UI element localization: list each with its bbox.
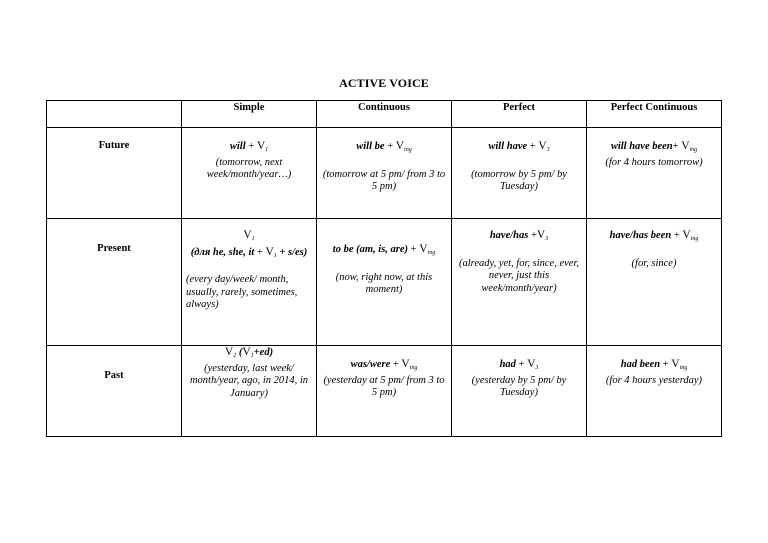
- formula-plus: +: [672, 141, 682, 152]
- cell-present-perfect-continuous: [587, 219, 722, 346]
- page-title: ACTIVE VOICE: [339, 76, 429, 90]
- time-markers: (yesterday, last week/ month/year, ago, in 2014, in January): [189, 362, 309, 399]
- row-future: [47, 128, 722, 219]
- formula-sub: ing: [427, 250, 436, 256]
- rule-close: + s/es): [276, 246, 308, 258]
- formula-aux: had: [499, 359, 516, 370]
- formula-plus: +: [515, 359, 528, 370]
- formula-verb: V: [401, 358, 410, 370]
- formula-plus: +: [384, 141, 396, 152]
- formula-sub-2: 1: [250, 353, 254, 359]
- formula-sub-2: 1: [273, 252, 277, 259]
- time-markers: (for, since): [631, 257, 677, 269]
- cell-past-perfect-continuous: [587, 346, 722, 437]
- formula-plus: +: [528, 230, 537, 241]
- header-perfect: Perfect: [452, 101, 587, 128]
- formula-verb: V: [682, 229, 691, 241]
- formula-verb: V: [256, 140, 266, 152]
- time-markers: (for 4 hours tomorrow): [605, 156, 703, 168]
- time-markers: (tomorrow, next week/month/year…): [206, 156, 292, 180]
- time-markers: (for 4 hours yesterday): [605, 374, 703, 386]
- header-corner: [47, 101, 182, 128]
- rule-open: (: [236, 347, 243, 358]
- row-present: [47, 219, 722, 346]
- time-markers: (tomorrow by 5 pm/ by Tuesday): [471, 168, 567, 192]
- formula-sub: 1: [265, 147, 269, 153]
- formula-sub: 3: [545, 236, 549, 242]
- formula-sub: 1: [251, 236, 255, 242]
- row-label-future: Future: [47, 128, 182, 219]
- formula-sub: ing: [679, 365, 688, 371]
- formula-plus: +: [671, 230, 683, 241]
- formula-aux: will have been: [610, 141, 673, 152]
- cell-future-perfect-continuous: [587, 128, 722, 219]
- formula-sub: ing: [409, 365, 418, 371]
- formula-plus: +: [527, 141, 539, 152]
- formula-aux: to be (am, is, are): [332, 244, 409, 255]
- formula-plus: +: [408, 244, 420, 255]
- cell-future-simple: [182, 128, 317, 219]
- cell-present-simple: [182, 219, 317, 346]
- formula-aux: will be: [356, 141, 385, 152]
- formula-verb-2: V: [265, 245, 274, 258]
- cell-past-simple: [182, 346, 317, 437]
- formula-plus: +: [390, 359, 402, 370]
- time-markers: (yesterday at 5 pm/ from 3 to 5 pm): [323, 374, 445, 398]
- row-past: [47, 346, 722, 437]
- formula-verb: V: [681, 140, 690, 152]
- header-perfect-continuous: Perfect Continuous: [587, 101, 722, 128]
- formula-aux: have/has been: [609, 230, 672, 241]
- formula-aux: was/were: [350, 359, 391, 370]
- formula-verb: V: [419, 243, 428, 255]
- tenses-table: [46, 100, 722, 437]
- formula-aux: have/has: [489, 230, 529, 241]
- formula-verb: V: [527, 358, 536, 370]
- formula-verb: V: [671, 358, 680, 370]
- time-markers: (every day/week/ month, usually, rarely, sometimes, always): [186, 274, 298, 310]
- cell-present-perfect: [452, 219, 587, 346]
- header-continuous: Continuous: [317, 101, 452, 128]
- formula-sub: ing: [690, 236, 699, 242]
- formula-verb: V: [538, 140, 547, 152]
- formula-aux: will: [229, 141, 246, 152]
- time-markers: (already, yet, for, since, ever, never, just this week/month/year): [458, 257, 580, 294]
- cell-present-continuous: [317, 219, 452, 346]
- formula-verb: V: [536, 229, 546, 241]
- time-markers: (tomorrow at 5 pm/ from 3 to 5 pm): [322, 168, 446, 192]
- formula-verb: V: [243, 229, 252, 241]
- rule-open: (для he, she, it: [190, 246, 255, 258]
- row-label-past: Past: [47, 346, 182, 437]
- formula-sub: 2: [233, 353, 237, 359]
- header-row: [47, 101, 722, 128]
- cell-past-perfect: [452, 346, 587, 437]
- formula-sub: ing: [404, 147, 412, 153]
- formula-verb: V: [224, 346, 234, 358]
- header-simple: Simple: [182, 101, 317, 128]
- formula-sub: 3: [546, 147, 550, 153]
- formula-verb: V: [395, 140, 405, 152]
- row-label-present: Present: [47, 219, 182, 346]
- formula-sub: ing: [689, 147, 698, 153]
- formula-plus: +: [660, 359, 672, 370]
- formula-sub: 3: [535, 365, 539, 371]
- time-markers: (yesterday by 5 pm/ by Tuesday): [471, 374, 567, 398]
- cell-future-perfect: [452, 128, 587, 219]
- formula-plus: +: [245, 141, 257, 152]
- formula-aux: will have: [488, 141, 528, 152]
- time-markers: (now, right now, at this moment): [335, 271, 433, 295]
- rule-close: +ed): [253, 347, 274, 358]
- formula-verb-2: V: [242, 346, 251, 358]
- cell-past-continuous: [317, 346, 452, 437]
- cell-future-continuous: [317, 128, 452, 219]
- formula-plus: +: [254, 246, 266, 258]
- formula-aux: had been: [620, 359, 661, 370]
